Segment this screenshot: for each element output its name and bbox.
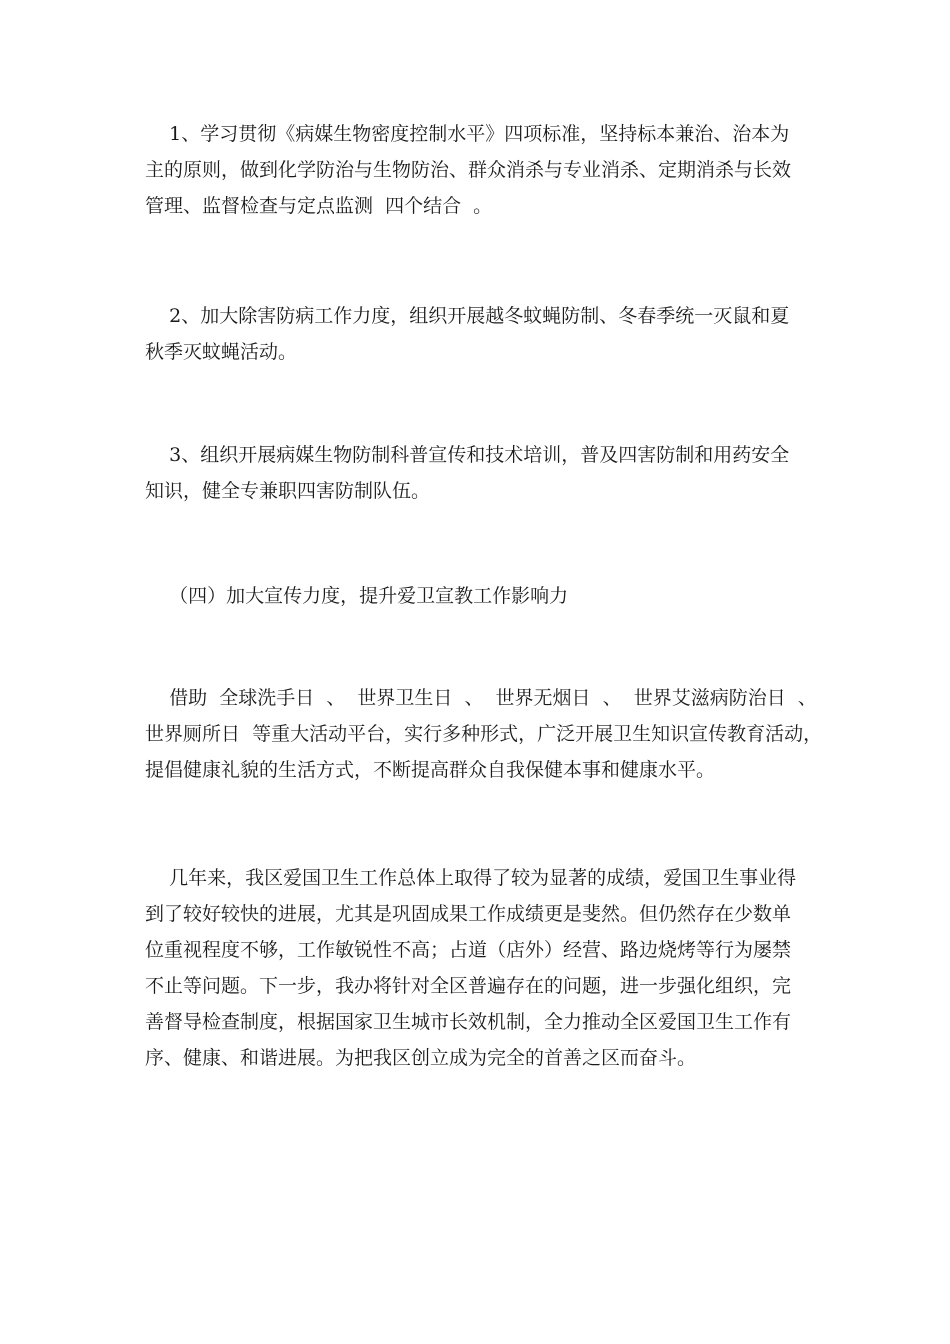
paragraph-line: 秋季灭蚊蝇活动。 — [145, 341, 298, 363]
paragraph-line: 善督导检查制度，根据国家卫生城市长效机制，全力推动全区爱国卫生工作有 — [145, 1011, 792, 1033]
paragraph-line: 位重视程度不够，工作敏锐性不高；占道（店外）经营、路边烧烤等行为屡禁 — [145, 939, 792, 961]
paragraph-line: 几年来，我区爱国卫生工作总体上取得了较为显著的成绩，爱国卫生事业得 — [145, 867, 797, 889]
paragraph-line: 3、组织开展病媒生物防制科普宣传和技术培训，普及四害防制和用药安全 — [145, 444, 790, 466]
paragraph-line: 到了较好较快的进展，尤其是巩固成果工作成绩更是斐然。但仍然存在少数单 — [145, 903, 792, 925]
paragraph-line: 序、健康、和谐进展。为把我区创立成为完全的首善之区而奋斗。 — [145, 1047, 697, 1069]
paragraph-item-2 — [145, 298, 815, 370]
paragraph-line: 主的原则，做到化学防治与生物防治、群众消杀与专业消杀、定期消杀与长效 — [145, 159, 792, 181]
paragraph-item-3 — [145, 437, 815, 509]
section-heading — [145, 578, 815, 614]
paragraph-line: 借助 全球洗手日 、 世界卫生日 、 世界无烟日 、 世界艾滋病防治日 、 — [145, 687, 817, 709]
paragraph-publicity — [145, 680, 823, 788]
paragraph-summary — [145, 860, 815, 1076]
paragraph-line: 世界厕所日 等重大活动平台，实行多种形式，广泛开展卫生知识宣传教育活动， — [145, 723, 823, 745]
section-heading-text: （四）加大宣传力度，提升爱卫宣教工作影响力 — [145, 585, 569, 607]
paragraph-line: 管理、监督检查与定点监测 四个结合 。 — [145, 195, 493, 217]
paragraph-line: 1、学习贯彻《病媒生物密度控制水平》四项标准，坚持标本兼治、治本为 — [145, 123, 790, 145]
paragraph-line: 知识，健全专兼职四害防制队伍。 — [145, 480, 431, 502]
paragraph-line: 不止等问题。下一步，我办将针对全区普遍存在的问题，进一步强化组织，完 — [145, 975, 792, 997]
paragraph-line: 提倡健康礼貌的生活方式，不断提高群众自我保健本事和健康水平。 — [145, 759, 716, 781]
paragraph-item-1 — [145, 116, 815, 224]
paragraph-line: 2、加大除害防病工作力度，组织开展越冬蚊蝇防制、冬春季统一灭鼠和夏 — [145, 305, 790, 327]
